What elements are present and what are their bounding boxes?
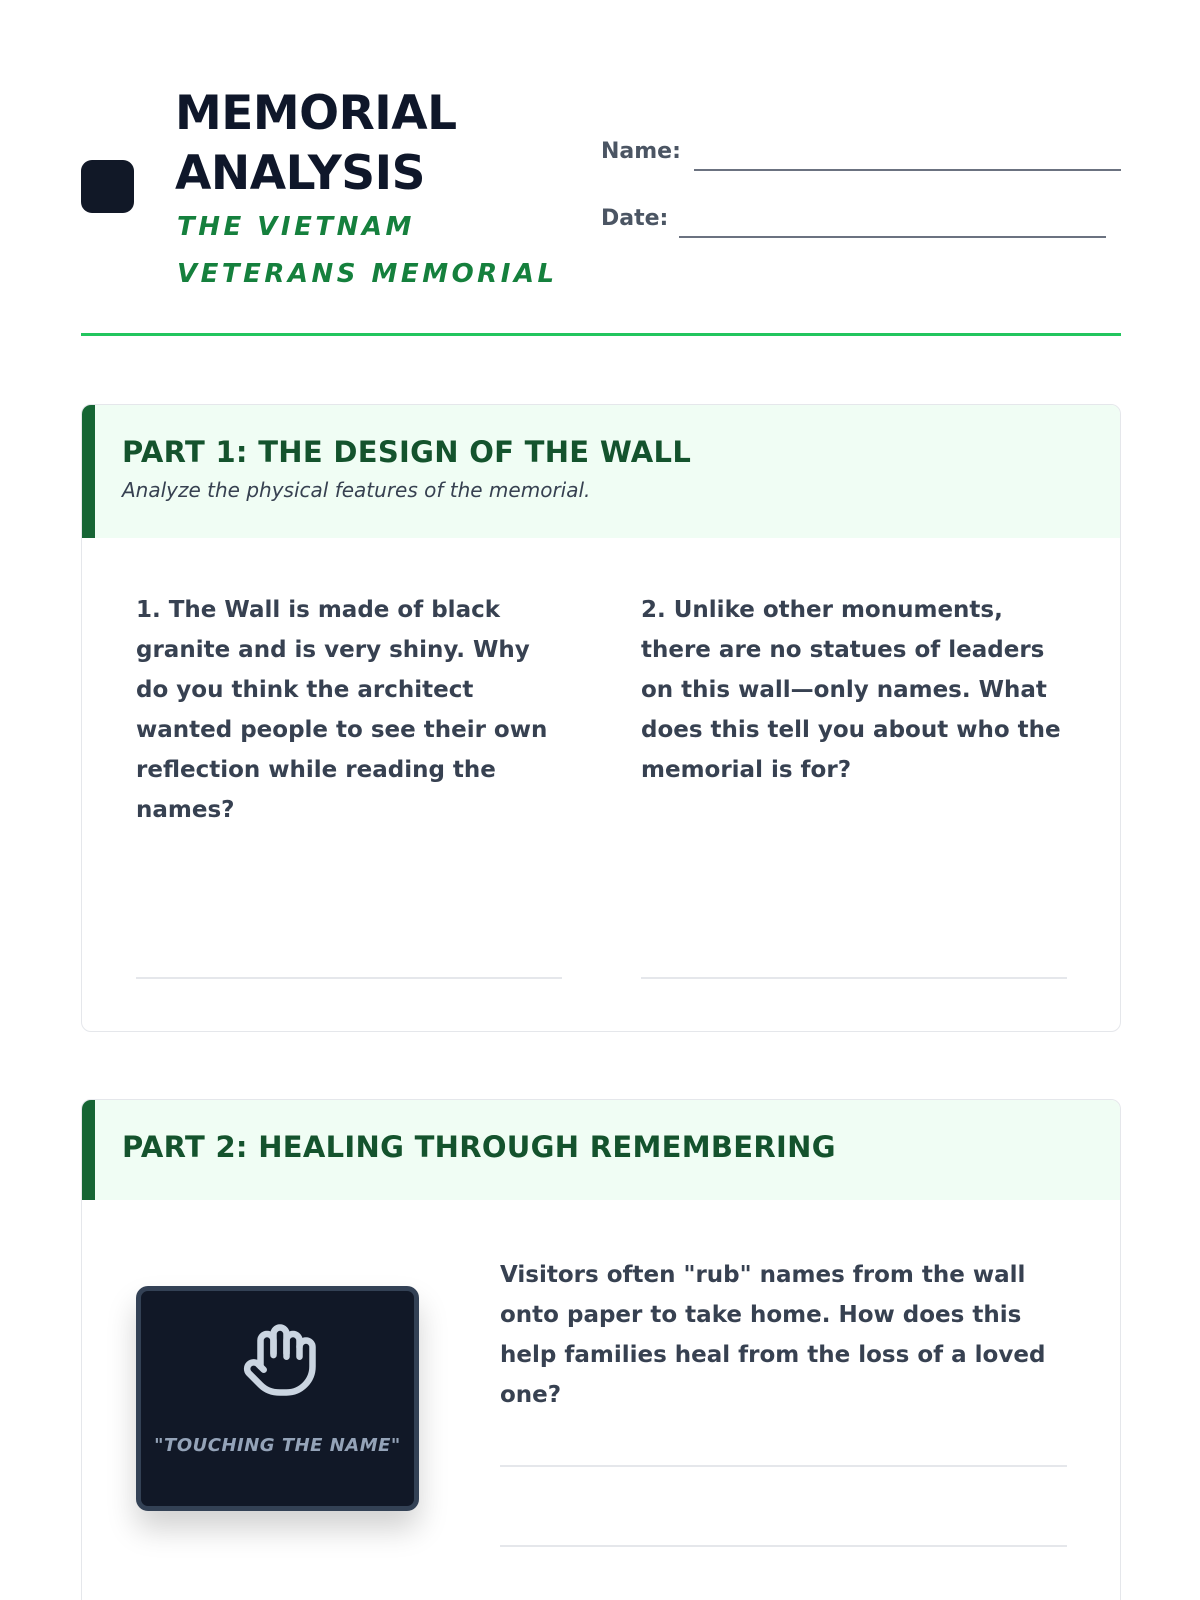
part2-section <box>81 1099 1121 1600</box>
answer-line-4[interactable] <box>500 1545 1067 1547</box>
name-field[interactable] <box>601 139 681 164</box>
hand-icon <box>241 1321 319 1399</box>
part1-description: Analyze the physical features of the memorial. <box>122 478 591 502</box>
answer-line-2[interactable] <box>641 977 1067 979</box>
date-field[interactable] <box>601 206 668 231</box>
card-caption: "TOUCHING THE NAME" <box>154 1435 401 1456</box>
question-3: Visitors often "rub" names from the wall onto paper to take home. How does this help families heal from the loss of a loved one? <box>500 1262 1046 1408</box>
part2-title: PART 2: HEALING THROUGH REMEMBERING <box>122 1130 836 1164</box>
answer-line-3[interactable] <box>500 1465 1067 1467</box>
logo-square <box>81 160 134 213</box>
part1-title: PART 1: THE DESIGN OF THE WALL <box>122 435 692 469</box>
touching-name-card <box>136 1286 419 1511</box>
part1-section <box>81 404 1121 1032</box>
part1-header <box>82 405 1120 538</box>
header-divider <box>81 333 1121 336</box>
date-label: Date: <box>601 206 669 231</box>
question-2: 2. Unlike other monuments, there are no statues of leaders on this wall—only names. What does this tell you about who the memorial is for? <box>641 597 1061 783</box>
date-line <box>679 236 1106 238</box>
worksheet-header <box>81 80 1121 340</box>
name-line <box>694 169 1121 171</box>
name-label: Name: <box>601 139 681 164</box>
answer-line-1[interactable] <box>136 977 562 979</box>
page-title: MEMORIAL ANALYSIS <box>175 86 457 201</box>
part2-header <box>82 1100 1120 1200</box>
question-1: 1. The Wall is made of black granite and is very shiny. Why do you think the architect wanted people to see their own reflection while reading the names? <box>136 597 548 823</box>
page-subtitle: THE VIETNAM VETERANS MEMORIAL <box>177 212 558 289</box>
